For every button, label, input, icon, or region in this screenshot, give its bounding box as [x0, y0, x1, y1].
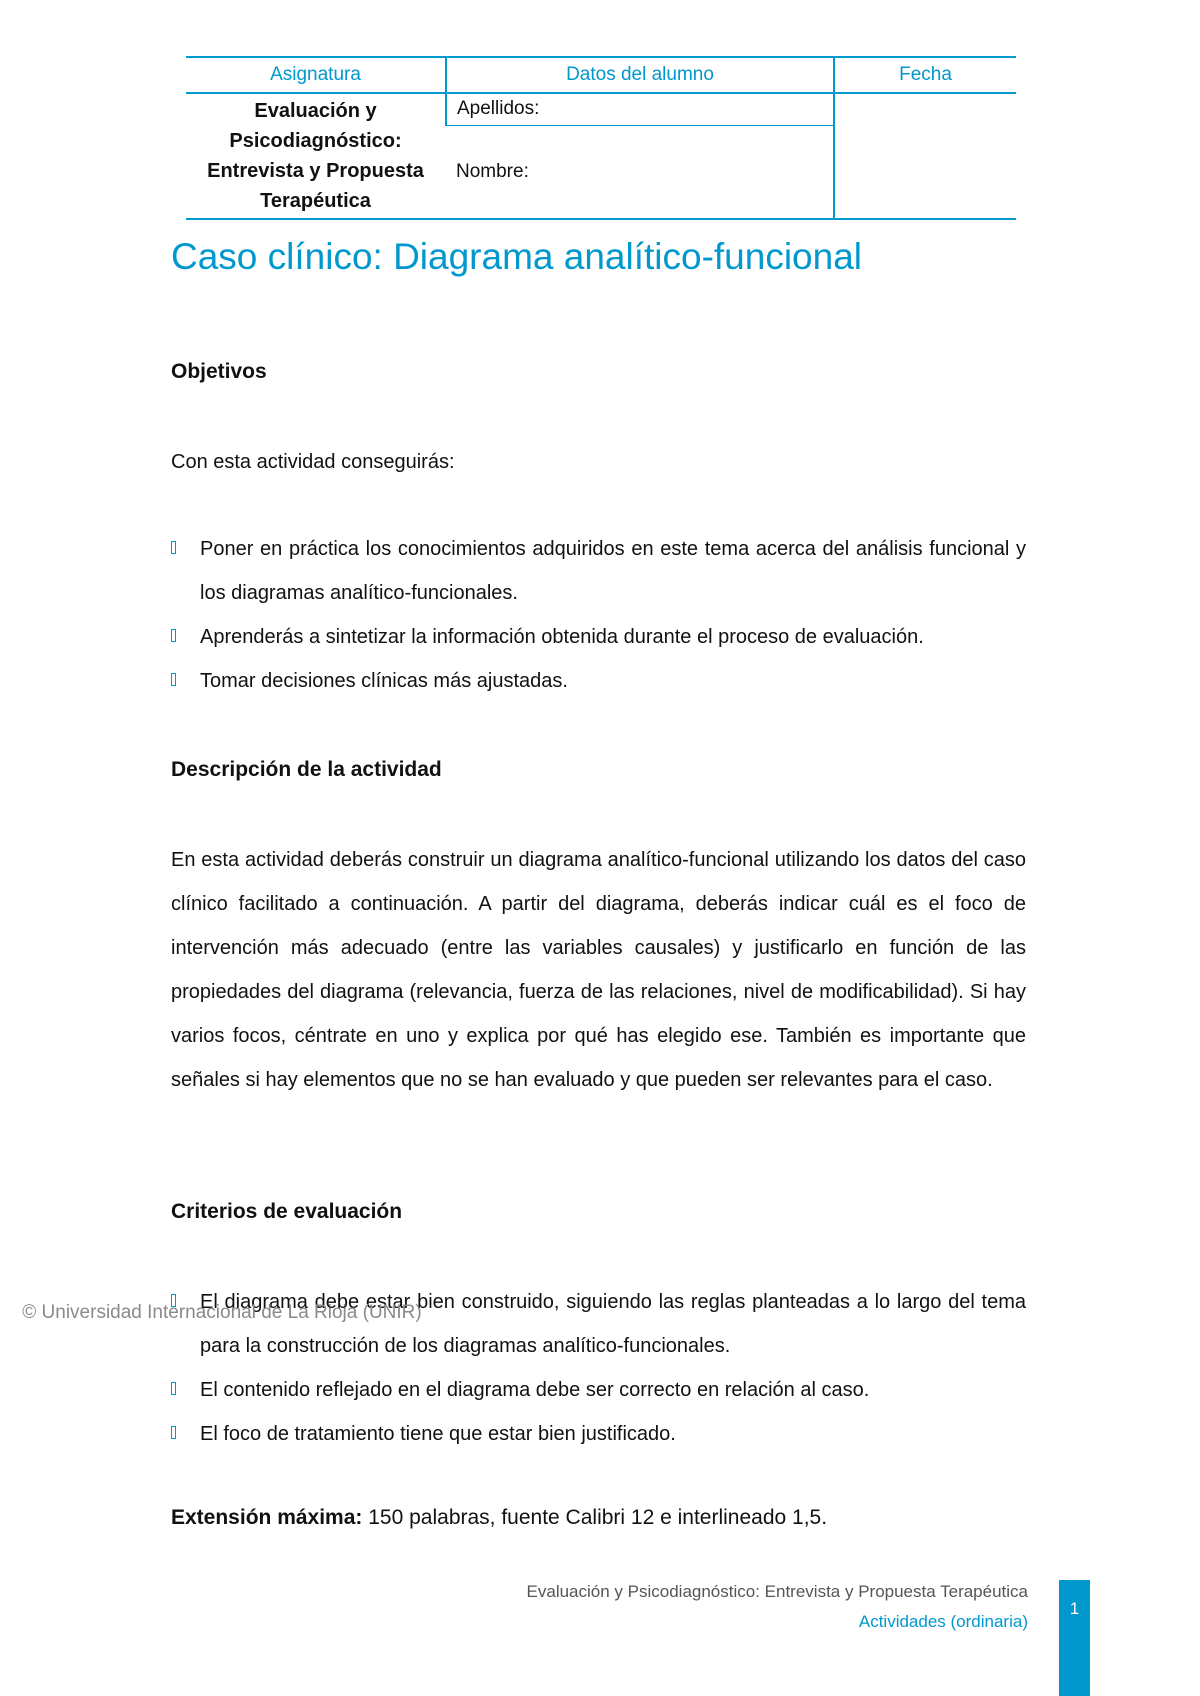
- square-bullet-icon: [171, 1382, 176, 1395]
- list-item: Tomar decisiones clínicas más ajustadas.: [171, 659, 1026, 703]
- objetivos-list: [171, 527, 1026, 703]
- list-item: El foco de tratamiento tiene que estar bien justificado.: [171, 1412, 1026, 1456]
- nombre-field[interactable]: Nombre:: [446, 125, 834, 219]
- objetivos-heading: Objetivos: [171, 360, 267, 383]
- extension-label: Extensión máxima:: [171, 1506, 363, 1529]
- footer-section: Actividades (ordinaria): [858, 1612, 1028, 1631]
- header-fecha: Fecha: [834, 57, 1016, 93]
- square-bullet-icon: [171, 629, 176, 642]
- header-asignatura: Asignatura: [186, 57, 446, 93]
- extension-value: 150 palabras, fuente Calibri 12 e interlineado 1,5.: [362, 1506, 828, 1529]
- list-item: El diagrama debe estar bien construido, siguiendo las reglas planteadas a lo largo del tema para la construcción de los diagramas analítico-funcionales.: [171, 1280, 1026, 1368]
- list-item: El contenido reflejado en el diagrama debe ser correcto en relación al caso.: [171, 1368, 1026, 1412]
- list-item: Poner en práctica los conocimientos adquiridos en este tema acerca del análisis funcional y los diagramas analítico-funcionales.: [171, 527, 1026, 615]
- footer-course: Evaluación y Psicodiagnóstico: Entrevista y Propuesta Terapéutica: [526, 1582, 1028, 1601]
- list-item: Aprenderás a sintetizar la información obtenida durante el proceso de evaluación.: [171, 615, 1026, 659]
- extension-note: [171, 1506, 827, 1530]
- objetivos-intro: Con esta actividad conseguirás:: [171, 451, 455, 473]
- descripcion-body: En esta actividad deberás construir un diagrama analítico-funcional utilizando los datos del caso clínico facilitado a continuación. A partir del diagrama, deberás indicar cuál es el foco de intervención más adecuado (entre las variables causales) y justificarlo en función de las propiedades del diagrama (relevancia, fuerza de las relaciones, nivel de modificabilidad). Si hay varios focos, céntrate en uno y explica por qué has elegido ese. También es importante que señales si hay elementos que no se han evaluado y que pueden ser relevantes para el caso.: [171, 849, 1026, 1091]
- page-title: Caso clínico: Diagrama analítico-funcional: [171, 236, 863, 277]
- square-bullet-icon: [171, 1426, 176, 1439]
- student-header-table: [186, 56, 1016, 220]
- square-bullet-icon: [171, 673, 176, 686]
- square-bullet-icon: [171, 541, 176, 554]
- page-number: 1: [1059, 1580, 1090, 1696]
- fecha-field[interactable]: [834, 93, 1016, 219]
- subject-name: Evaluación y Psicodiagnóstico: Entrevista y Propuesta Terapéutica: [186, 93, 446, 219]
- footer: [527, 1577, 1028, 1637]
- apellidos-field[interactable]: Apellidos:: [446, 93, 834, 125]
- criterios-heading: Criterios de evaluación: [171, 1200, 403, 1223]
- header-datos-alumno: Datos del alumno: [446, 57, 834, 93]
- descripcion-heading: Descripción de la actividad: [171, 758, 442, 781]
- copyright-watermark: © Universidad Internacional de La Rioja (UNIR): [22, 1302, 422, 1323]
